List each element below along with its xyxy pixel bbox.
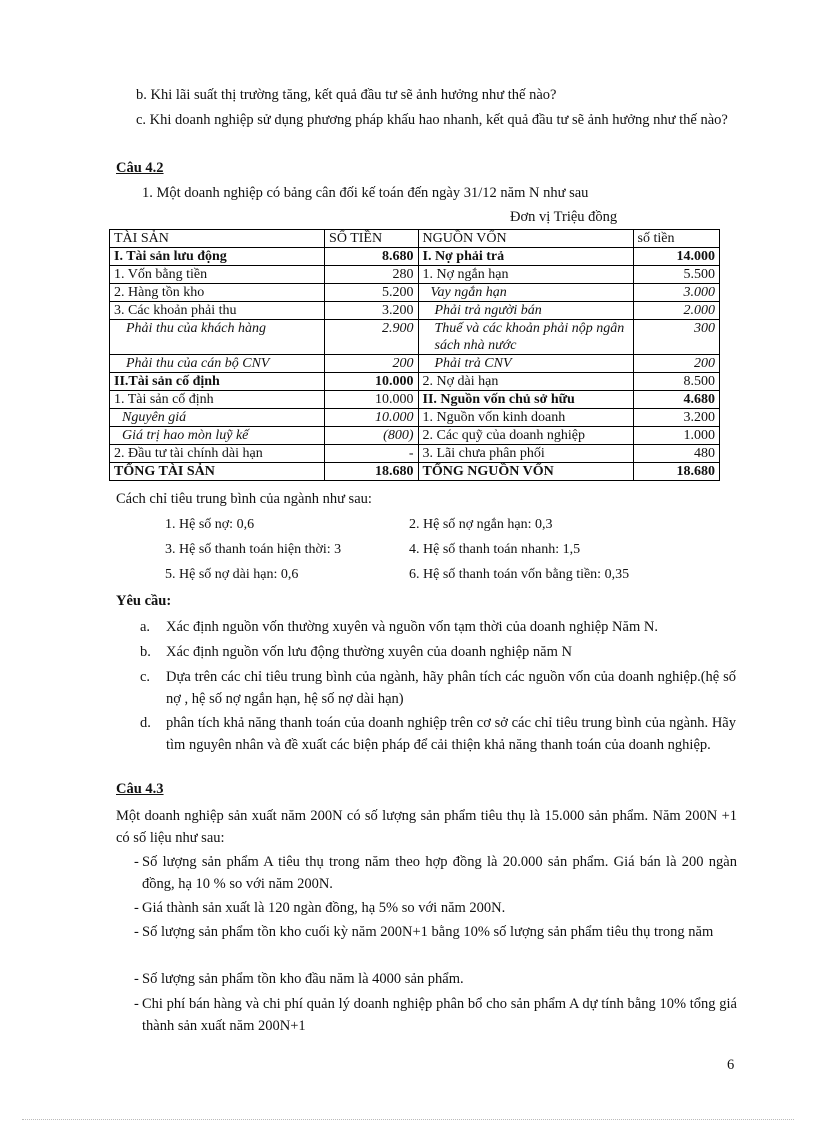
table-cell: 3.000 bbox=[633, 284, 719, 302]
table-cell: 200 bbox=[633, 355, 719, 373]
list-item bbox=[140, 616, 736, 638]
list-marker: - bbox=[134, 996, 139, 1012]
table-cell: 10.000 bbox=[325, 373, 418, 391]
list-marker: - bbox=[134, 971, 139, 987]
unit-label: Đơn vị Triệu đồng bbox=[510, 209, 618, 225]
table-cell: 8.500 bbox=[633, 373, 719, 391]
table-cell: Phải trả người bán bbox=[418, 302, 633, 320]
criteria-item: 2. Hệ số nợ ngắn hạn: 0,3 bbox=[409, 517, 553, 532]
table-row bbox=[110, 248, 720, 266]
list-text: Số lượng sản phẩm tồn kho đầu năm là 4000 sản phẩm. bbox=[142, 971, 464, 987]
table-cell: 10.000 bbox=[325, 391, 418, 409]
criteria-item: 6. Hệ số thanh toán vốn bằng tiền: 0,35 bbox=[409, 567, 630, 582]
list-marker: b. bbox=[140, 644, 151, 660]
header-amount-2: số tiền bbox=[633, 230, 719, 248]
list-text: Dựa trên các chỉ tiêu trung bình của ngành, hãy phân tích các nguồn vốn của doanh nghiệp.(hệ số nợ , hệ số nợ ngắn hạn, hệ số nợ dài hạn) bbox=[166, 669, 736, 707]
table-header-row bbox=[110, 230, 720, 248]
section-title-4-2: Câu 4.2 bbox=[116, 160, 164, 176]
table-cell: 480 bbox=[633, 445, 719, 463]
table-total-row bbox=[110, 463, 720, 481]
table-cell: 2. Đầu tư tài chính dài hạn bbox=[110, 445, 325, 463]
list-item bbox=[134, 921, 737, 943]
table-cell: 1. Nợ ngắn hạn bbox=[418, 266, 633, 284]
table-cell: 2.900 bbox=[325, 320, 418, 355]
table-row bbox=[110, 427, 720, 445]
table-row bbox=[110, 302, 720, 320]
table-row bbox=[110, 320, 720, 355]
criteria-intro: Cách chỉ tiêu trung bình của ngành như sau: bbox=[116, 491, 372, 507]
question-b: b. Khi lãi suất thị trường tăng, kết quả đầu tư sẽ ảnh hưởng như thế nào? bbox=[136, 87, 557, 103]
table-cell: 1. Vốn bằng tiền bbox=[110, 266, 325, 284]
balance-sheet-table bbox=[109, 229, 720, 481]
list-marker: - bbox=[134, 900, 139, 916]
table-cell: Phải trả CNV bbox=[418, 355, 633, 373]
list-marker: - bbox=[134, 854, 139, 870]
table-cell: 18.680 bbox=[325, 463, 418, 481]
table-cell: 1.000 bbox=[633, 427, 719, 445]
table-cell: II. Nguồn vốn chủ sở hữu bbox=[418, 391, 633, 409]
list-text: Xác định nguồn vốn thường xuyên và nguồn vốn tạm thời của doanh nghiệp Năm N. bbox=[166, 619, 658, 635]
table-cell: (800) bbox=[325, 427, 418, 445]
table-cell: TỔNG NGUỒN VỐN bbox=[418, 463, 633, 481]
table-cell: 280 bbox=[325, 266, 418, 284]
list-item bbox=[140, 641, 736, 663]
criteria-item: 5. Hệ số nợ dài hạn: 0,6 bbox=[165, 567, 299, 582]
table-cell: 8.680 bbox=[325, 248, 418, 266]
section-4-3-intro: Một doanh nghiệp sản xuất năm 200N có số lượng sản phẩm tiêu thụ là 15.000 sản phẩm. Năm 200N +1 có số liệu như sau: bbox=[116, 808, 737, 846]
table-cell: 5.500 bbox=[633, 266, 719, 284]
header-amount: SỐ TIỀN bbox=[325, 230, 418, 248]
list-text: Xác định nguồn vốn lưu động thường xuyên của doanh nghiệp năm N bbox=[166, 644, 572, 660]
table-cell: 10.000 bbox=[325, 409, 418, 427]
table-cell: 5.200 bbox=[325, 284, 418, 302]
section-title-4-3: Câu 4.3 bbox=[116, 781, 164, 797]
criteria-item: 1. Hệ số nợ: 0,6 bbox=[165, 517, 255, 532]
header-sources: NGUỒN VỐN bbox=[418, 230, 633, 248]
table-cell: 2. Hàng tồn kho bbox=[110, 284, 325, 302]
list-text: Giá thành sản xuất là 120 ngàn đồng, hạ 5% so với năm 200N. bbox=[142, 900, 506, 916]
table-cell: Phải thu của cán bộ CNV bbox=[110, 355, 325, 373]
table-cell: Nguyên giá bbox=[110, 409, 325, 427]
criteria-item: 4. Hệ số thanh toán nhanh: 1,5 bbox=[409, 542, 581, 557]
list-marker: d. bbox=[140, 715, 151, 731]
list-item bbox=[140, 712, 736, 756]
requirements-title: Yêu cầu: bbox=[116, 593, 172, 609]
table-cell: 4.680 bbox=[633, 391, 719, 409]
table-cell: 3. Lãi chưa phân phối bbox=[418, 445, 633, 463]
table-cell: TỔNG TÀI SẢN bbox=[110, 463, 325, 481]
table-cell: 2. Nợ dài hạn bbox=[418, 373, 633, 391]
table-cell: Phải thu của khách hàng bbox=[110, 320, 325, 355]
list-item bbox=[134, 851, 737, 895]
page-bottom-divider bbox=[22, 1119, 794, 1120]
list-text: phân tích khả năng thanh toán của doanh nghiệp trên cơ sở các chỉ tiêu trung bình của ngành. Hãy tìm nguyên nhân và đề xuất các biện pháp để cải thiện khả năng thanh toán của doanh nghiệp. bbox=[166, 715, 736, 753]
criteria-item: 3. Hệ số thanh toán hiện thời: 3 bbox=[165, 542, 342, 557]
table-row bbox=[110, 409, 720, 427]
list-item bbox=[134, 897, 737, 919]
list-item bbox=[134, 993, 737, 1037]
question-c: c. Khi doanh nghiệp sử dụng phương pháp khấu hao nhanh, kết quả đầu tư sẽ ảnh hưởng như thế nào? bbox=[136, 112, 728, 128]
list-text: Số lượng sản phẩm tồn kho cuối kỳ năm 200N+1 bằng 10% số lượng sản phẩm tiêu thụ trong năm bbox=[142, 924, 714, 940]
table-cell: Thuế và các khoản phải nộp ngân sách nhà nước bbox=[418, 320, 633, 355]
table-row bbox=[110, 391, 720, 409]
table-row bbox=[110, 355, 720, 373]
list-marker: - bbox=[134, 924, 139, 940]
table-row bbox=[110, 284, 720, 302]
table-row bbox=[110, 266, 720, 284]
table-cell: 1. Tài sản cố định bbox=[110, 391, 325, 409]
table-row bbox=[110, 373, 720, 391]
table-cell: Vay ngắn hạn bbox=[418, 284, 633, 302]
list-text: Chi phí bán hàng và chi phí quản lý doanh nghiệp phân bổ cho sản phẩm A dự tính bằng 10% tổng giá thành sản xuất năm 200N+1 bbox=[142, 996, 737, 1034]
table-cell: 18.680 bbox=[633, 463, 719, 481]
list-marker: a. bbox=[140, 619, 151, 635]
table-row bbox=[110, 445, 720, 463]
table-cell: 3. Các khoản phải thu bbox=[110, 302, 325, 320]
table-cell: - bbox=[325, 445, 418, 463]
list-text: Số lượng sản phẩm A tiêu thụ trong năm theo hợp đồng là 20.000 sản phẩm. Giá bán là 200 ngàn đồng, hạ 10 % so với năm 200N. bbox=[142, 854, 737, 892]
table-cell: 14.000 bbox=[633, 248, 719, 266]
table-cell: 300 bbox=[633, 320, 719, 355]
table-cell: 200 bbox=[325, 355, 418, 373]
list-item bbox=[140, 666, 736, 710]
header-assets: TÀI SẢN bbox=[110, 230, 325, 248]
list-item bbox=[134, 968, 737, 990]
section-4-2-item-1: 1. Một doanh nghiệp có bảng cân đối kế toán đến ngày 31/12 năm N như sau bbox=[142, 185, 589, 201]
table-cell: 3.200 bbox=[633, 409, 719, 427]
table-cell: 1. Nguồn vốn kinh doanh bbox=[418, 409, 633, 427]
table-cell: I. Tài sản lưu động bbox=[110, 248, 325, 266]
table-cell: 3.200 bbox=[325, 302, 418, 320]
table-cell: I. Nợ phải trả bbox=[418, 248, 633, 266]
table-cell: 2.000 bbox=[633, 302, 719, 320]
table-cell: 2. Các quỹ của doanh nghiệp bbox=[418, 427, 633, 445]
page-number: 6 bbox=[727, 1057, 735, 1073]
table-cell: II.Tài sản cố định bbox=[110, 373, 325, 391]
table-cell: Giá trị hao mòn luỹ kế bbox=[110, 427, 325, 445]
list-marker: c. bbox=[140, 669, 151, 685]
